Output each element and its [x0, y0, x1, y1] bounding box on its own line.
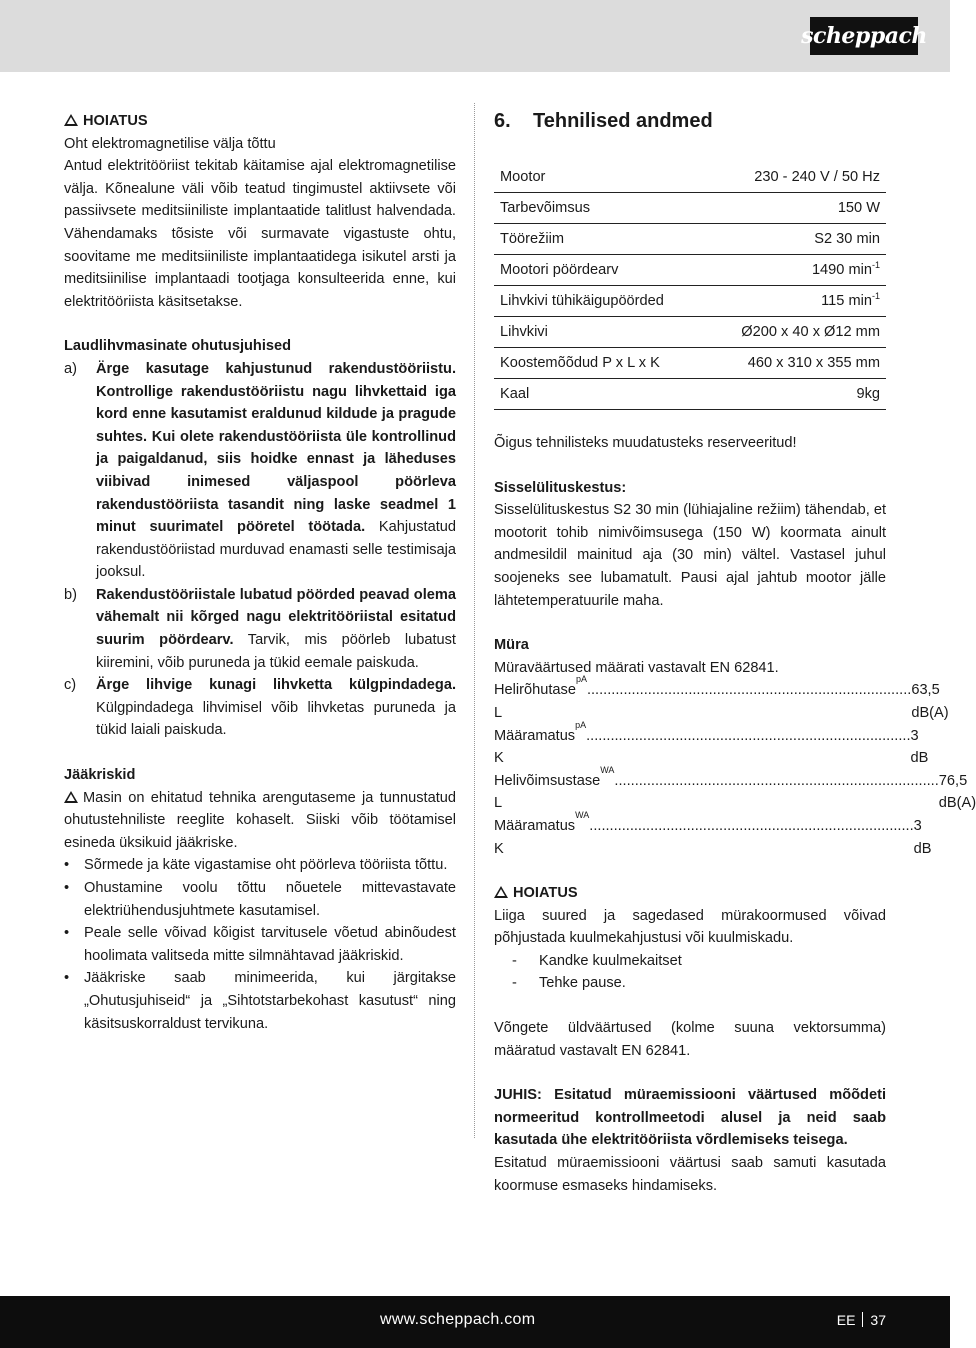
warning-triangle-icon — [64, 791, 78, 803]
noise-intro: Müraväärtused määrati vastavalt EN 62841. — [494, 659, 779, 676]
duty-heading: Sisselülituskestus: — [494, 479, 627, 496]
list-item: • Sõrmede ja käte vigastamise oht pöörleva tööriista tõttu. — [64, 857, 448, 874]
right-column — [494, 110, 976, 1197]
table-row: Mootor 230 - 240 V / 50 Hz — [494, 162, 886, 193]
table-row: Mootori pöördearv 1490 $\min^{-1}$ — [494, 255, 886, 286]
noise-heading: Müra — [494, 637, 529, 654]
brand-logo — [801, 17, 927, 55]
warning-triangle-icon — [64, 114, 78, 126]
residual-risks-intro: Masin on ehitatud tehnika arengutaseme ja tunnustatud ohutustehniliste reeglite kohaselt. Siiski võib töötamisel esineda üksikuid jääkriske. — [64, 789, 456, 851]
list-item: - Kandke kuulmekaitset — [512, 952, 682, 969]
table-row: Tarbevõimsus 150 W — [494, 193, 886, 224]
list-item: • Peale selle võivad kõigist tarvitusele võetud abinõudest hoolimata valitseda mitte silmnähtavad jääkriskid. — [64, 925, 456, 964]
duty-text: Sisselülituskestus S2 30 min (lühiajaline režiim) tähendab, et mootorit tohib nimivõimsusega (150 W) koormata ainult andmesildil mainitud aja (30 min) vältel. Vastasel juhul soojeneks see lubamatult. Pausi ajal jahtub mootor jälle lähtetemperatuurile maha. — [494, 502, 886, 609]
residual-risks-heading: Jääkriskid — [64, 767, 136, 784]
list-item: • Ohustamine voolu tõttu nõuetele mittevastavate elektriühendusjuhtmete kasutamisel. — [64, 880, 456, 919]
warning-text: Antud elektritööriist tekitab käitamise ajal elektromagnetilise välja. Kõnealune väli võib teatud tingimustel aktiivsete või passiivsete meditsiiniliste implantaatide talitlust halvendada. Vähendamaks tõsiste või surmavate vigastuste ohtu, soovitame me meditsiiniliste implantaatidega isikutel arsti ja meditsiinilise implantaadi tootjaga konsulteerida enne, kui elektritööriista käsitsetakse. — [64, 158, 456, 310]
list-item: • Jääkriske saab minimeerida, kui järgitakse „Ohutusjuhiseid“ ja „Sihtotstarbekohast kasutust“ ning käsitsuskorraldust tervikuna. — [64, 970, 456, 1032]
table-row: Lihvkivi Ø200 x 40 x Ø12 mm — [494, 317, 886, 348]
page-header — [0, 0, 950, 72]
noise-row: Helivõimsustase L WA ................................................................................ 76,5 dB(A) — [494, 764, 976, 812]
table-row: Töörežiim S2 30 min — [494, 224, 886, 255]
section-title: 6. Tehnilised andmed — [494, 110, 713, 132]
page-number: EE 37 — [836, 1312, 886, 1328]
noise-row: Määramatus K pA ................................................................................ 3 dB — [494, 719, 929, 767]
warning-heading: HOIATUS — [64, 110, 456, 133]
noise-row: Helirõhutase L pA ................................................................................ 63,5 dB(A) — [494, 674, 949, 721]
brand-logo-text: scheppach — [801, 23, 927, 49]
column-divider — [474, 103, 475, 1138]
table-row: Kaal 9kg — [494, 379, 886, 410]
vibration-text: Võngete üldväärtused (kolme suuna vektorsumma) määratud vastavalt EN 62841. — [494, 1020, 886, 1059]
note-bold: JUHIS: Esitatud müraemissiooni väärtused mõõdeti normeeritud kontrollmeetodi alusel ja neid saab kasutada ühe elektritööriista võrdlemiseks teisega. — [494, 1087, 886, 1149]
website-link[interactable]: www.scheppach.com — [380, 1311, 536, 1328]
page-footer — [0, 1296, 950, 1348]
table-row: Koostemõõdud P x L x K 460 x 310 x 355 mm — [494, 348, 886, 379]
note-text: Esitatud müraemissiooni väärtusi saab samuti kasutada koormuse esmaseks hindamiseks. — [494, 1155, 886, 1194]
list-item: b) Rakendustööriistale lubatud pöörded peavad olema vähemalt nii kõrged nagu elektritööriistal esitatud suurim pöördearv. Tarvik, mis pöörleb lubatust kiiremini, võib puruneda ja tükid eemale paiskuda. — [64, 586, 456, 671]
reserve-note: Õigus tehnilisteks muudatusteks reserveeritud! — [494, 435, 797, 451]
left-column — [64, 110, 456, 1035]
list-item: a) Ärge kasutage kahjustunud rakendustööriistu. Kontrollige rakendustööriistu nagu lihvkettaid iga kord enne kasutamist eraldunud kildude ja pragude suhtes. Kui olete rakendustööriista üle kontrollinud ja paigaldanud, siis hoidke ennast ja läheduses viibivad inimesed väljaspool pöörleva rakendustööriista tasandit ning laske seadmel 1 minut suurimatel pööretel töötada. Kahjustatud rakendustööriistad murduvad enamasti selle testimisaja jooksul. — [64, 360, 456, 581]
table-row: Lihvkivi tühikäigupöörded 115 $\min^{-1}$ — [494, 286, 886, 317]
safety-heading: Laudlihvmasinate ohutusjuhised — [64, 338, 292, 355]
list-item: - Tehke pause. — [512, 975, 626, 992]
warning-heading: HOIATUS — [494, 882, 886, 905]
warning-text: Liiga suured ja sagedased mürakoormused võivad põhjustada kuulmekahjustusi või kuulmiskadu. — [494, 907, 886, 947]
noise-row: Määramatus K WA ................................................................................ 3 dB — [494, 809, 932, 857]
spec-table — [494, 162, 886, 410]
warning-subtitle: Oht elektromagnetilise välja tõttu — [64, 135, 276, 152]
list-item: c) Ärge lihvige kunagi lihvketta külgpindadega. Külgpindadega lihvimisel võib lihvketas puruneda ja tükid laiali paiskuda. — [64, 677, 456, 739]
warning-triangle-icon — [494, 886, 508, 898]
